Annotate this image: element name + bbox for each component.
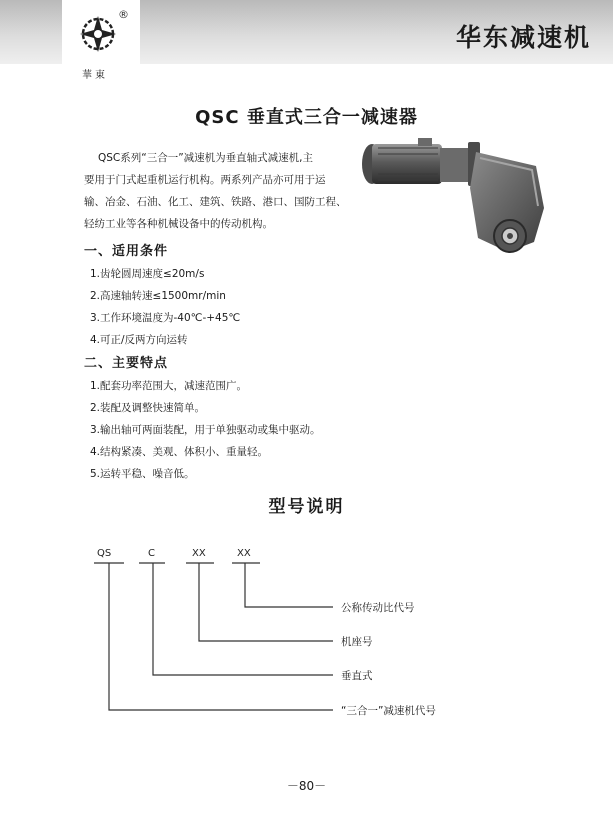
page-number: －80－ bbox=[286, 779, 327, 793]
intro-line: 输、冶金、石油、化工、建筑、铁路、港口、国防工程、 bbox=[84, 196, 347, 208]
list-item: 1.配套功率范围大，减速范围广。 bbox=[90, 380, 248, 392]
list-item: 5.运转平稳、噪音低。 bbox=[90, 468, 195, 480]
code-ratio: XX bbox=[237, 548, 251, 559]
intro-line: 要用于门式起重机运行机构。两系列产品亦可用于运 bbox=[84, 174, 326, 186]
code-c: C bbox=[148, 548, 155, 559]
desc-ratio: 公称传动比代号 bbox=[341, 602, 415, 614]
registered-mark: ® bbox=[118, 8, 129, 21]
desc-three-in-one: “三合一”减速机代号 bbox=[341, 705, 436, 717]
section-heading-conditions: 一、适用条件 bbox=[84, 244, 169, 259]
intro-line: QSC系列“三合一”减速机为垂直轴式减速机,主 bbox=[98, 152, 313, 164]
list-item: 2.高速轴转速≤1500mr/min bbox=[90, 290, 226, 302]
list-item: 4.可正/反两方向运转 bbox=[90, 334, 188, 346]
code-qs: QS bbox=[97, 548, 112, 559]
list-item: 4.结构紧凑、美观、体积小、重量轻。 bbox=[90, 446, 269, 458]
list-item: 1.齿轮圆周速度≤20m/s bbox=[90, 268, 205, 280]
intro-line: 轻纺工业等各种机械设备中的传动机构。 bbox=[84, 218, 273, 230]
code-frame: XX bbox=[192, 548, 206, 559]
model-section-title: 型号说明 bbox=[268, 497, 345, 517]
desc-frame: 机座号 bbox=[341, 636, 373, 648]
list-item: 3.工作环境温度为-40℃-+45℃ bbox=[90, 312, 241, 324]
page-title: QSC 垂直式三合一减速器 bbox=[195, 107, 418, 128]
list-item: 2.装配及调整快速简单。 bbox=[90, 402, 206, 414]
section-heading-features: 二、主要特点 bbox=[84, 356, 169, 371]
logo-text: 華東 bbox=[82, 70, 108, 81]
desc-vertical: 垂直式 bbox=[341, 670, 373, 682]
brand-title: 华东减速机 bbox=[455, 23, 591, 52]
list-item: 3.输出轴可两面装配，用于单独驱动或集中驱动。 bbox=[90, 424, 321, 436]
